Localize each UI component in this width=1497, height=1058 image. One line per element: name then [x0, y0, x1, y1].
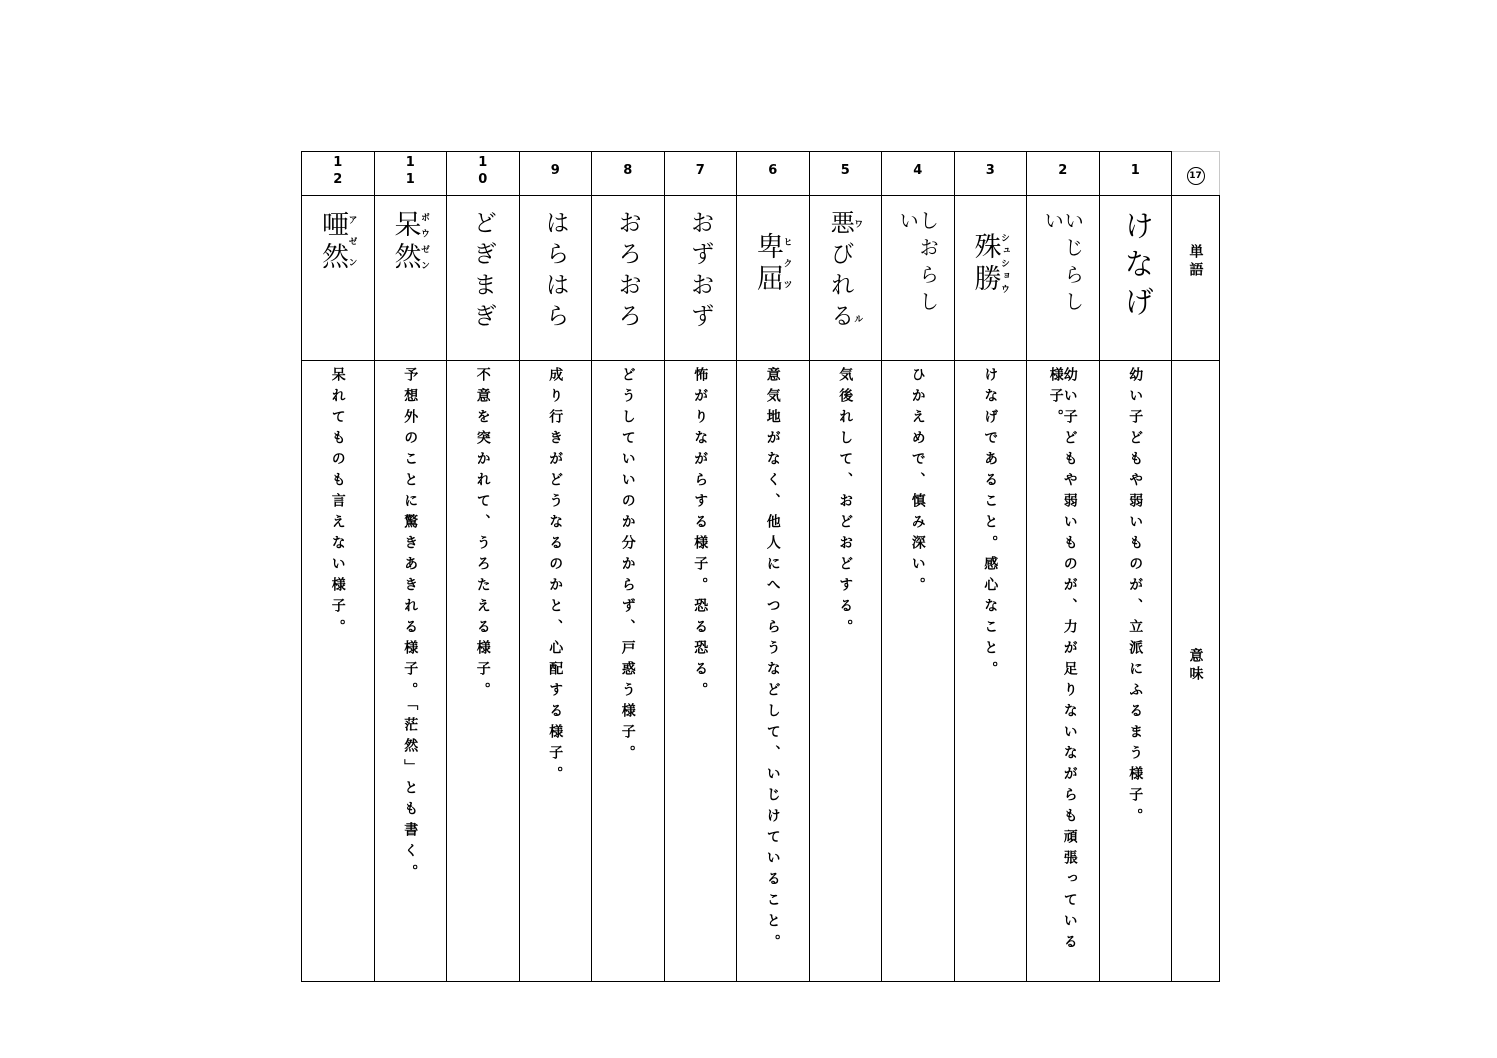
num-cell	[447, 152, 520, 196]
word-row	[302, 196, 1220, 361]
meaning-text: ひかえめで、慎み深い。	[909, 367, 926, 598]
word-text: 唖然	[317, 210, 348, 274]
word-cell	[809, 196, 882, 361]
word-cell	[592, 196, 665, 361]
vocabulary-word: いじらしい	[1040, 210, 1085, 318]
section-number-badge: 17	[1187, 167, 1205, 185]
item-number: 6	[765, 163, 781, 180]
vocabulary-word	[754, 232, 792, 360]
meaning-cell	[882, 361, 955, 982]
word-reading: ヒクツ	[781, 232, 792, 296]
vocabulary-word: はらはら	[541, 210, 570, 334]
word-cell	[737, 196, 810, 361]
item-number: 2	[1055, 163, 1071, 180]
word-reading: シュショウ	[999, 232, 1009, 296]
meaning-cell	[519, 361, 592, 982]
word-cell	[882, 196, 955, 361]
item-number: 9	[547, 163, 563, 180]
vocabulary-word: おずおず	[686, 210, 715, 334]
word-text: 悪びれる	[826, 210, 855, 334]
meaning-text: 怖がりながらする様子。恐る恐る。	[692, 367, 709, 703]
word-reading: アゼン	[346, 210, 357, 274]
word-cell	[302, 196, 375, 361]
vocabulary-word	[828, 210, 862, 338]
meaning-text: 成り行きがどうなるのかと、心配する様子。	[547, 367, 564, 787]
word-cell	[447, 196, 520, 361]
vocabulary-table	[301, 151, 1220, 982]
item-number: 4	[910, 163, 926, 180]
num-cell	[519, 152, 592, 196]
meaning-column-label: 意味	[1187, 648, 1204, 684]
meaning-cell	[1027, 361, 1100, 982]
num-cell	[664, 152, 737, 196]
num-cell	[1027, 152, 1100, 196]
item-number: 1	[1127, 163, 1143, 180]
meaning-cell	[374, 361, 447, 982]
vocabulary-word: どぎまぎ	[468, 210, 497, 334]
meaning-text: どうしていいのか分からず、戸惑う様子。	[619, 367, 636, 766]
vocabulary-word	[389, 210, 430, 338]
meaning-cell	[664, 361, 737, 982]
item-number: 10	[475, 154, 491, 189]
item-number: 12	[330, 154, 346, 189]
meaning-text: 幼い子どもや弱いものが、力が足りないながらも頑張っている様子。	[1047, 367, 1078, 955]
word-reading: ボウゼン	[419, 210, 429, 274]
item-number: 8	[620, 163, 636, 180]
word-cell	[1099, 196, 1172, 361]
meaning-cell	[302, 361, 375, 982]
num-cell	[302, 152, 375, 196]
vocabulary-word: けなげ	[1118, 210, 1154, 324]
meaning-text: 予想外のことに驚きあきれる様子。「茫然」とも書く。	[402, 367, 419, 885]
num-cell	[1099, 152, 1172, 196]
word-text: 卑屈	[752, 232, 783, 296]
meaning-header-cell	[1172, 361, 1220, 982]
meaning-text: 不意を突かれて、うろたえる様子。	[474, 367, 491, 703]
num-cell	[809, 152, 882, 196]
vocabulary-word: しおらしい	[895, 210, 940, 318]
item-number: 11	[402, 154, 418, 189]
meaning-cell	[1099, 361, 1172, 982]
meaning-cell	[447, 361, 520, 982]
num-cell	[592, 152, 665, 196]
word-text: 殊勝	[969, 232, 1001, 296]
item-number: 7	[692, 163, 708, 180]
vocabulary-word: おろおろ	[613, 210, 642, 334]
meaning-cell	[592, 361, 665, 982]
word-cell	[1027, 196, 1100, 361]
meaning-text: 気後れして、おどおどする。	[837, 367, 854, 640]
num-cell	[374, 152, 447, 196]
number-row	[302, 152, 1220, 196]
meaning-row	[302, 361, 1220, 982]
meaning-cell	[737, 361, 810, 982]
word-column-label: 単語	[1187, 244, 1204, 280]
num-cell	[954, 152, 1027, 196]
vocabulary-word	[319, 210, 357, 338]
meaning-cell	[809, 361, 882, 982]
word-cell	[374, 196, 447, 361]
num-cell	[882, 152, 955, 196]
word-cell	[664, 196, 737, 361]
word-cell	[954, 196, 1027, 361]
item-number: 5	[837, 163, 853, 180]
meaning-text: 意気地がなく、他人にへつらうなどして、いじけていること。	[764, 367, 781, 955]
meaning-text: 幼い子どもや弱いものが、立派にふるまう様子。	[1127, 367, 1144, 829]
word-cell	[519, 196, 592, 361]
meaning-text: けなげであること。感心なこと。	[982, 367, 999, 682]
item-number: 3	[982, 163, 998, 180]
vocabulary-word	[969, 232, 1010, 360]
word-reading: ワル	[852, 210, 863, 334]
num-cell	[737, 152, 810, 196]
corner-cell	[1172, 152, 1220, 196]
word-header-cell	[1172, 196, 1220, 361]
meaning-cell	[954, 361, 1027, 982]
meaning-text: 呆れてものも言えない様子。	[329, 367, 346, 640]
word-text: 呆然	[389, 210, 421, 274]
